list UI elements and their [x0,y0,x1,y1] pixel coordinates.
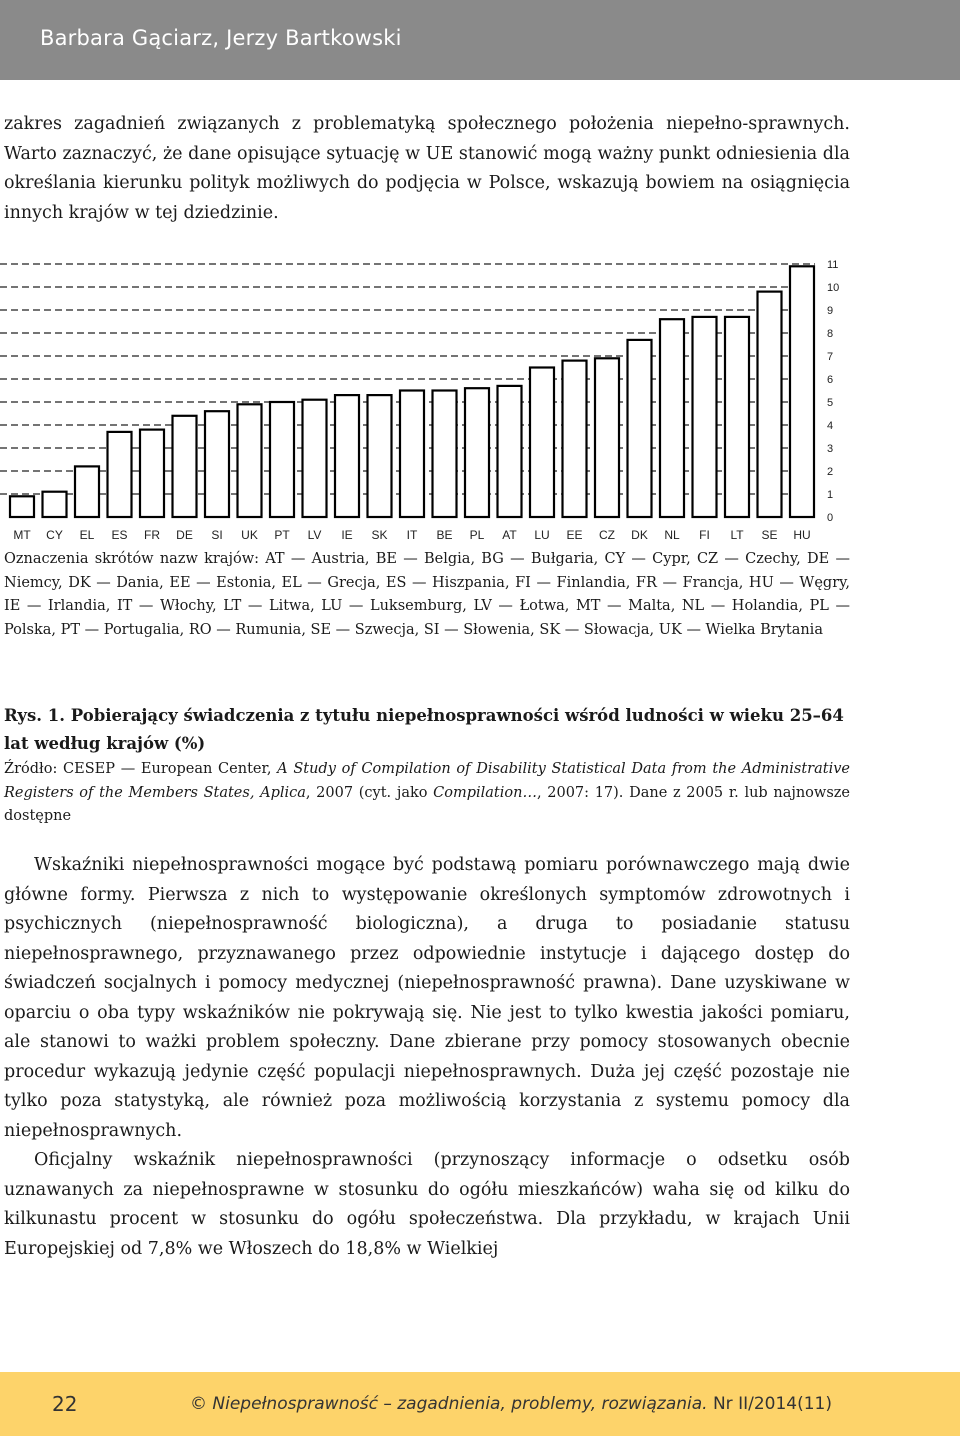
page-number: 22 [52,1392,78,1416]
source-suffix: , 2007: 17). Dane z 2005 r. lub najnowsze dostępne [4,784,850,825]
y-tick-label: 5 [827,397,834,409]
bar-lu [530,368,554,518]
x-tick-label: PL [469,528,485,540]
x-tick-label: UK [241,528,258,540]
abbreviations-legend: Oznaczenia skrótów nazw krajów: AT — Austria, BE — Belgia, BG — Bułgaria, CY — Cypr, CZ — Czechy, DE — Niemcy, DK — Dania, EE — Estonia, EL — Grecja, ES — Hiszpania, FI — Finlandia, FR — Francja, HU — Węgry, IE — Irlandia, IT — Włochy, LT — Litwa, LU — Luksemburg, LV — Łotwa, MT — Malta, NL — Holandia, PL — Polska, PT — Portugalia, RO — Rumunia, SE — Szwecja, SI — Słowenia, SK — Słowacja, UK — Wielka Brytania [4,551,850,638]
bar-si [205,411,229,517]
copyright-symbol: © [190,1394,207,1414]
journal-title: Niepełnosprawność – zagadnienia, problemy, rozwiązania. [212,1394,708,1414]
bar-el [75,466,99,517]
y-tick-label: 2 [827,466,834,478]
x-tick-label: EE [566,528,583,540]
bar-de [173,416,197,517]
bar-ee [563,361,587,517]
x-tick-label: DE [176,528,193,540]
x-tick-label: HU [793,528,811,540]
intro-text [4,110,850,228]
main-text [4,851,850,1264]
x-tick-label: NL [664,528,680,540]
x-tick-label: FI [699,528,710,540]
x-tick-label: LT [730,528,744,540]
bar-ie [335,395,359,517]
running-head-authors: Barbara Gąciarz, Jerzy Bartkowski [40,26,402,50]
bar-cz [595,358,619,517]
y-tick-label: 11 [827,259,839,271]
x-tick-label: LV [307,528,322,540]
x-tick-label: CZ [599,528,615,540]
source-title-short: Compilation… [433,784,537,801]
page-footer [0,1372,960,1436]
journal-footer [190,1394,832,1414]
x-tick-label: ES [111,528,128,540]
x-tick-label: EL [79,528,95,540]
bar-sk [368,395,392,517]
page-header [0,0,960,80]
x-tick-label: MT [13,528,31,540]
bar-nl [660,319,684,517]
bar-dk [628,340,652,517]
intro-paragraph: zakres zagadnień związanych z problematyką społecznego położenia niepełno-sprawnych. Warto zaznaczyć, że dane opisujące sytuację w UE stanowić mogą ważny punkt odniesienia dla określania kierunku polityk możliwych do podjęcia w Polsce, wskazują bowiem na osiągnięcia innych krajów w tej dziedzinie. [4,114,850,223]
y-tick-label: 9 [827,305,834,317]
x-tick-label: SK [371,528,388,540]
figure-source [4,758,850,829]
bar-be [433,391,457,518]
bar-es [108,432,132,517]
bar-pl [465,388,489,517]
figure-caption-title: Rys. 1. Pobierający świadczenia z tytułu niepełnosprawności wśród ludności w wieku 25–64 lat według krajów (%) [4,706,844,753]
y-tick-label: 0 [827,512,834,524]
x-tick-label: CY [46,528,63,540]
bar-lt [725,317,749,517]
main-paragraph-1: Wskaźniki niepełnosprawności mogące być podstawą pomiaru porównawczego mają dwie główne formy. Pierwsza z nich to występowanie określonych symptomów zdrowotnych i psychicznych (niepełnosprawność biologiczna), a druga to posiadanie statusu niepełnosprawnego, przyznawanego przez odpowiednie instytucje i dającego dostęp do świadczeń socjalnych i pomocy medycznej (niepełnosprawność prawna). Dane uzyskiwane w oparciu o oba typy wskaźników nie pokrywają się. Nie jest to tylko kwestia jakości pomiaru, ale stanowi to ważki problem społeczny. Dane zbierane przy pomocy stosowanych obecnie procedur wykazują jedynie część populacji niepełnosprawnych. Duża jej część pozostaje nie tylko poza statystyką, ale również poza możliwością korzystania z systemu pomocy dla niepełnosprawnych. [4,855,850,1141]
x-tick-label: AT [502,528,517,540]
source-title: A Study of Compilation of Disability Statistical Data from the Administrative Registers of the Members States, Aplica [4,761,850,801]
bar-se [758,292,782,517]
bar-at [498,386,522,517]
x-tick-label: IT [406,528,418,540]
y-tick-label: 3 [827,443,834,455]
y-tick-label: 4 [827,420,834,432]
source-prefix: Źródło: CESEP — European Center, [4,761,278,777]
x-tick-label: BE [436,528,453,540]
bar-lv [303,400,327,517]
journal-issue: Nr II/2014(11) [707,1394,832,1414]
bar-it [400,391,424,518]
x-tick-label: SI [211,528,223,540]
main-paragraph-2: Oficjalny wskaźnik niepełnosprawności (przynoszący informacje o odsetku osób uznawanych za niepełnosprawne w stosunku do ogółu mieszkańców) waha się od kilku do kilkunastu procent w stosunku do ogółu społeczeństwa. Dla przykładu, w krajach Unii Europejskiej od 7,8% we Włoszech do 18,8% w Wielkiej [4,1150,850,1259]
bar-hu [790,266,814,517]
bar-fr [140,430,164,517]
y-tick-label: 1 [827,489,834,501]
bar-chart [0,250,860,540]
x-tick-label: LU [534,528,550,540]
x-tick-label: SE [761,528,778,540]
x-tick-label: FR [144,528,160,540]
bar-fi [693,317,717,517]
bar-chart-svg [0,250,860,540]
bar-pt [270,402,294,517]
y-tick-label: 6 [827,374,834,386]
x-tick-label: DK [631,528,648,540]
bar-mt [10,496,34,517]
bar-cy [43,492,67,517]
x-tick-label: IE [341,528,353,540]
y-tick-label: 7 [827,351,834,363]
source-mid: , 2007 (cyt. jako [305,784,434,801]
x-tick-label: PT [274,528,290,540]
bar-uk [238,404,262,517]
y-tick-label: 8 [827,328,834,340]
y-tick-label: 10 [827,282,840,294]
